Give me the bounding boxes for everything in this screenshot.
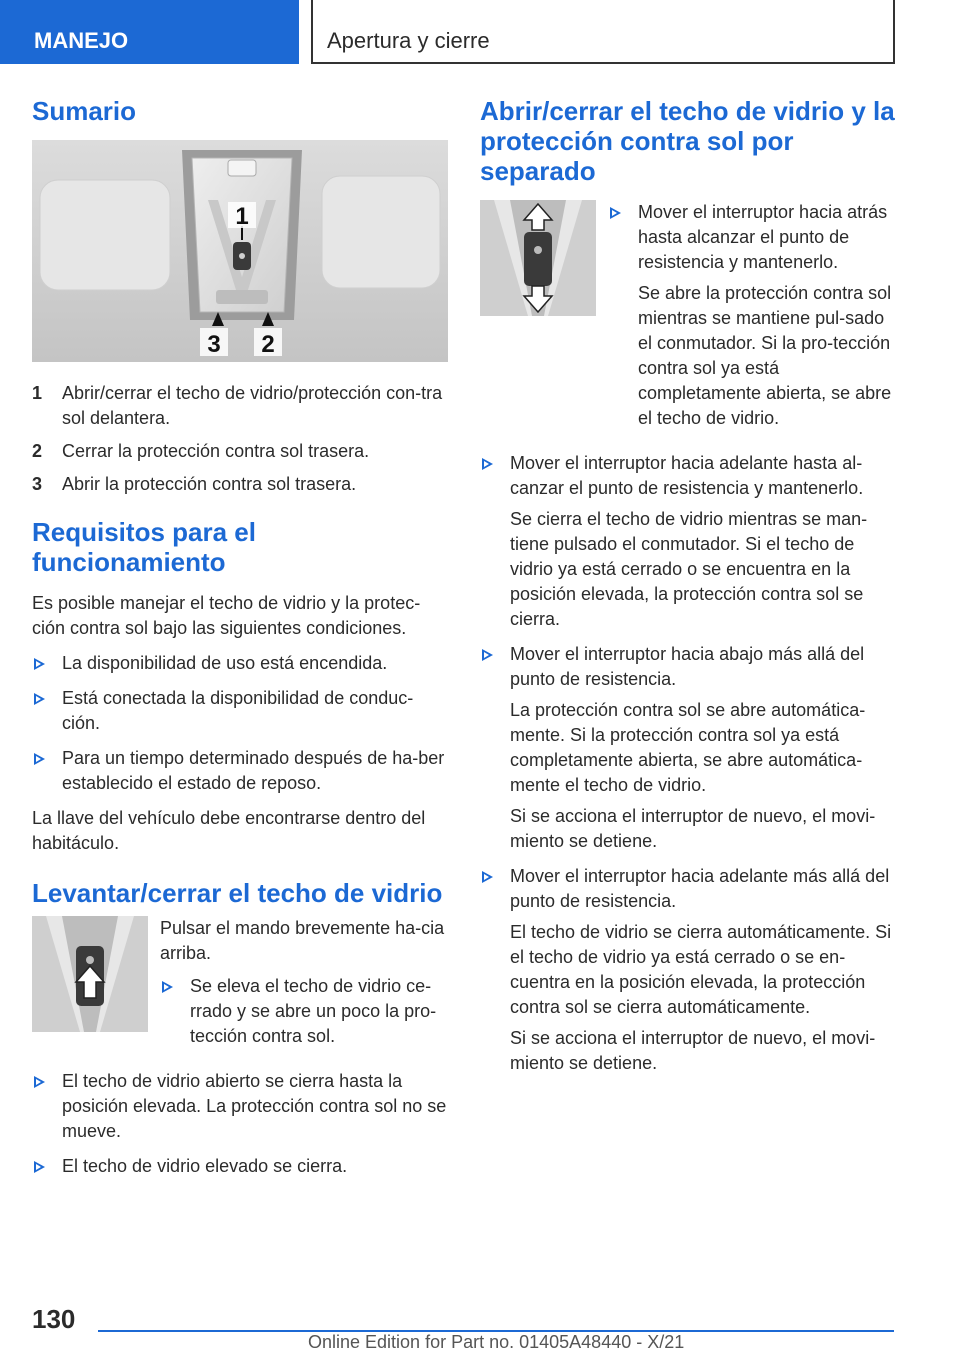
triangle-bullet-icon bbox=[482, 871, 493, 883]
levantar-intro: Pulsar el mando brevemente ha‐cia arriba. bbox=[160, 918, 445, 963]
requisitos-heading: Requisitos para el funcionamiento bbox=[32, 517, 256, 577]
left-column bbox=[32, 96, 448, 1189]
triangle-bullet-icon bbox=[482, 458, 493, 470]
requisitos-note: La llave del vehículo debe encontrarse dentro del habitáculo. bbox=[32, 808, 426, 853]
list-item: Mover el interruptor hacia adelante hasta al‐canzar el punto de resistencia y mantenerlo. Se cierra el techo de vidrio mientras se man‐tiene pulsado el conmutador. Si el techo de vidrio ya está cerrado o se encuentra en la posición elevada, la protección contra sol se cierra. bbox=[480, 451, 896, 632]
triangle-bullet-icon bbox=[34, 753, 45, 765]
edition-info: Online Edition for Part no. 01405A48440 - X/21 bbox=[308, 1332, 685, 1352]
list-item: 3 Abrir la protección contra sol trasera. bbox=[32, 474, 357, 494]
requisitos-list bbox=[32, 651, 448, 796]
triangle-bullet-icon bbox=[34, 658, 45, 670]
list-item: 2 Cerrar la protección contra sol trasera. bbox=[32, 441, 370, 461]
list-item: Está conectada la disponibilidad de conduc‐ción. bbox=[32, 686, 448, 736]
list-item: Mover el interruptor hacia abajo más allá del punto de resistencia. La protección contra sol se abre automática‐mente. Si la protección contra sol ya está completamente abierta, se abre automática‐mente el techo de vidrio. Si se acciona el interruptor de nuevo, el movi‐miento se detiene. bbox=[480, 642, 896, 854]
section-tab: MANEJO bbox=[0, 0, 299, 64]
list-item: El techo de vidrio elevado se cierra. bbox=[32, 1154, 448, 1179]
separado-first-block bbox=[480, 200, 896, 441]
callout-2: 2 bbox=[261, 331, 275, 358]
triangle-bullet-icon bbox=[34, 693, 45, 705]
triangle-bullet-icon bbox=[162, 981, 173, 993]
list-item: Mover el interruptor hacia atrás hasta alcanzar el punto de resistencia y mantenerlo. Se abre la protección contra sol mientras se mantiene pul‐sado el conmutador. Si la pro‐tección contra sol ya está completamente abierta, se abre el techo de vidrio. bbox=[608, 200, 896, 431]
chapter-title: Apertura y cierre bbox=[311, 0, 895, 64]
switch-up-image bbox=[32, 916, 148, 1032]
triangle-bullet-icon bbox=[610, 207, 621, 219]
switch-slide-image bbox=[480, 200, 596, 316]
page-header bbox=[0, 0, 960, 64]
levantar-heading: Levantar/cerrar el techo de vidrio bbox=[32, 878, 443, 908]
levantar-sub-list bbox=[160, 974, 448, 1049]
page-number: 130 bbox=[32, 1304, 76, 1334]
right-column bbox=[480, 96, 896, 1086]
list-item: Se eleva el techo de vidrio ce‐rrado y se abre un poco la pro‐tección contra sol. bbox=[160, 974, 448, 1049]
triangle-bullet-icon bbox=[34, 1161, 45, 1173]
sumario-heading: Sumario bbox=[32, 96, 137, 126]
separado-heading: Abrir/cerrar el techo de vidrio y la protección contra sol por separado bbox=[480, 96, 895, 186]
callout-3: 3 bbox=[207, 331, 221, 358]
requisitos-intro: Es posible manejar el techo de vidrio y la protec‐ción contra sol bajo las siguientes condiciones. bbox=[32, 593, 421, 638]
separado-first-list bbox=[608, 200, 896, 431]
list-item: 1 Abrir/cerrar el techo de vidrio/protección con‐tra sol delantera. bbox=[32, 383, 443, 428]
list-item: Para un tiempo determinado después de ha‐ber establecido el estado de reposo. bbox=[32, 746, 448, 796]
triangle-bullet-icon bbox=[34, 1076, 45, 1088]
separado-list bbox=[480, 451, 896, 1076]
levantar-intro-block bbox=[32, 916, 448, 1059]
sumario-list bbox=[32, 381, 448, 497]
list-item: La disponibilidad de uso está encendida. bbox=[32, 651, 448, 676]
list-item: Mover el interruptor hacia adelante más allá del punto de resistencia. El techo de vidrio se cierra automáticamente. Si el techo de vidrio ya está cerrado o se en‐cuentra en la posición elevada, la protección contra sol se cierra automáticamente. Si se acciona el interruptor de nuevo, el movi‐miento se detiene. bbox=[480, 864, 896, 1076]
overhead-console-image bbox=[32, 140, 448, 362]
triangle-bullet-icon bbox=[482, 649, 493, 661]
callout-1: 1 bbox=[235, 203, 249, 230]
levantar-list bbox=[32, 1069, 448, 1179]
list-item: El techo de vidrio abierto se cierra hasta la posición elevada. La protección contra sol no se mueve. bbox=[32, 1069, 448, 1144]
page-footer bbox=[0, 1296, 960, 1362]
